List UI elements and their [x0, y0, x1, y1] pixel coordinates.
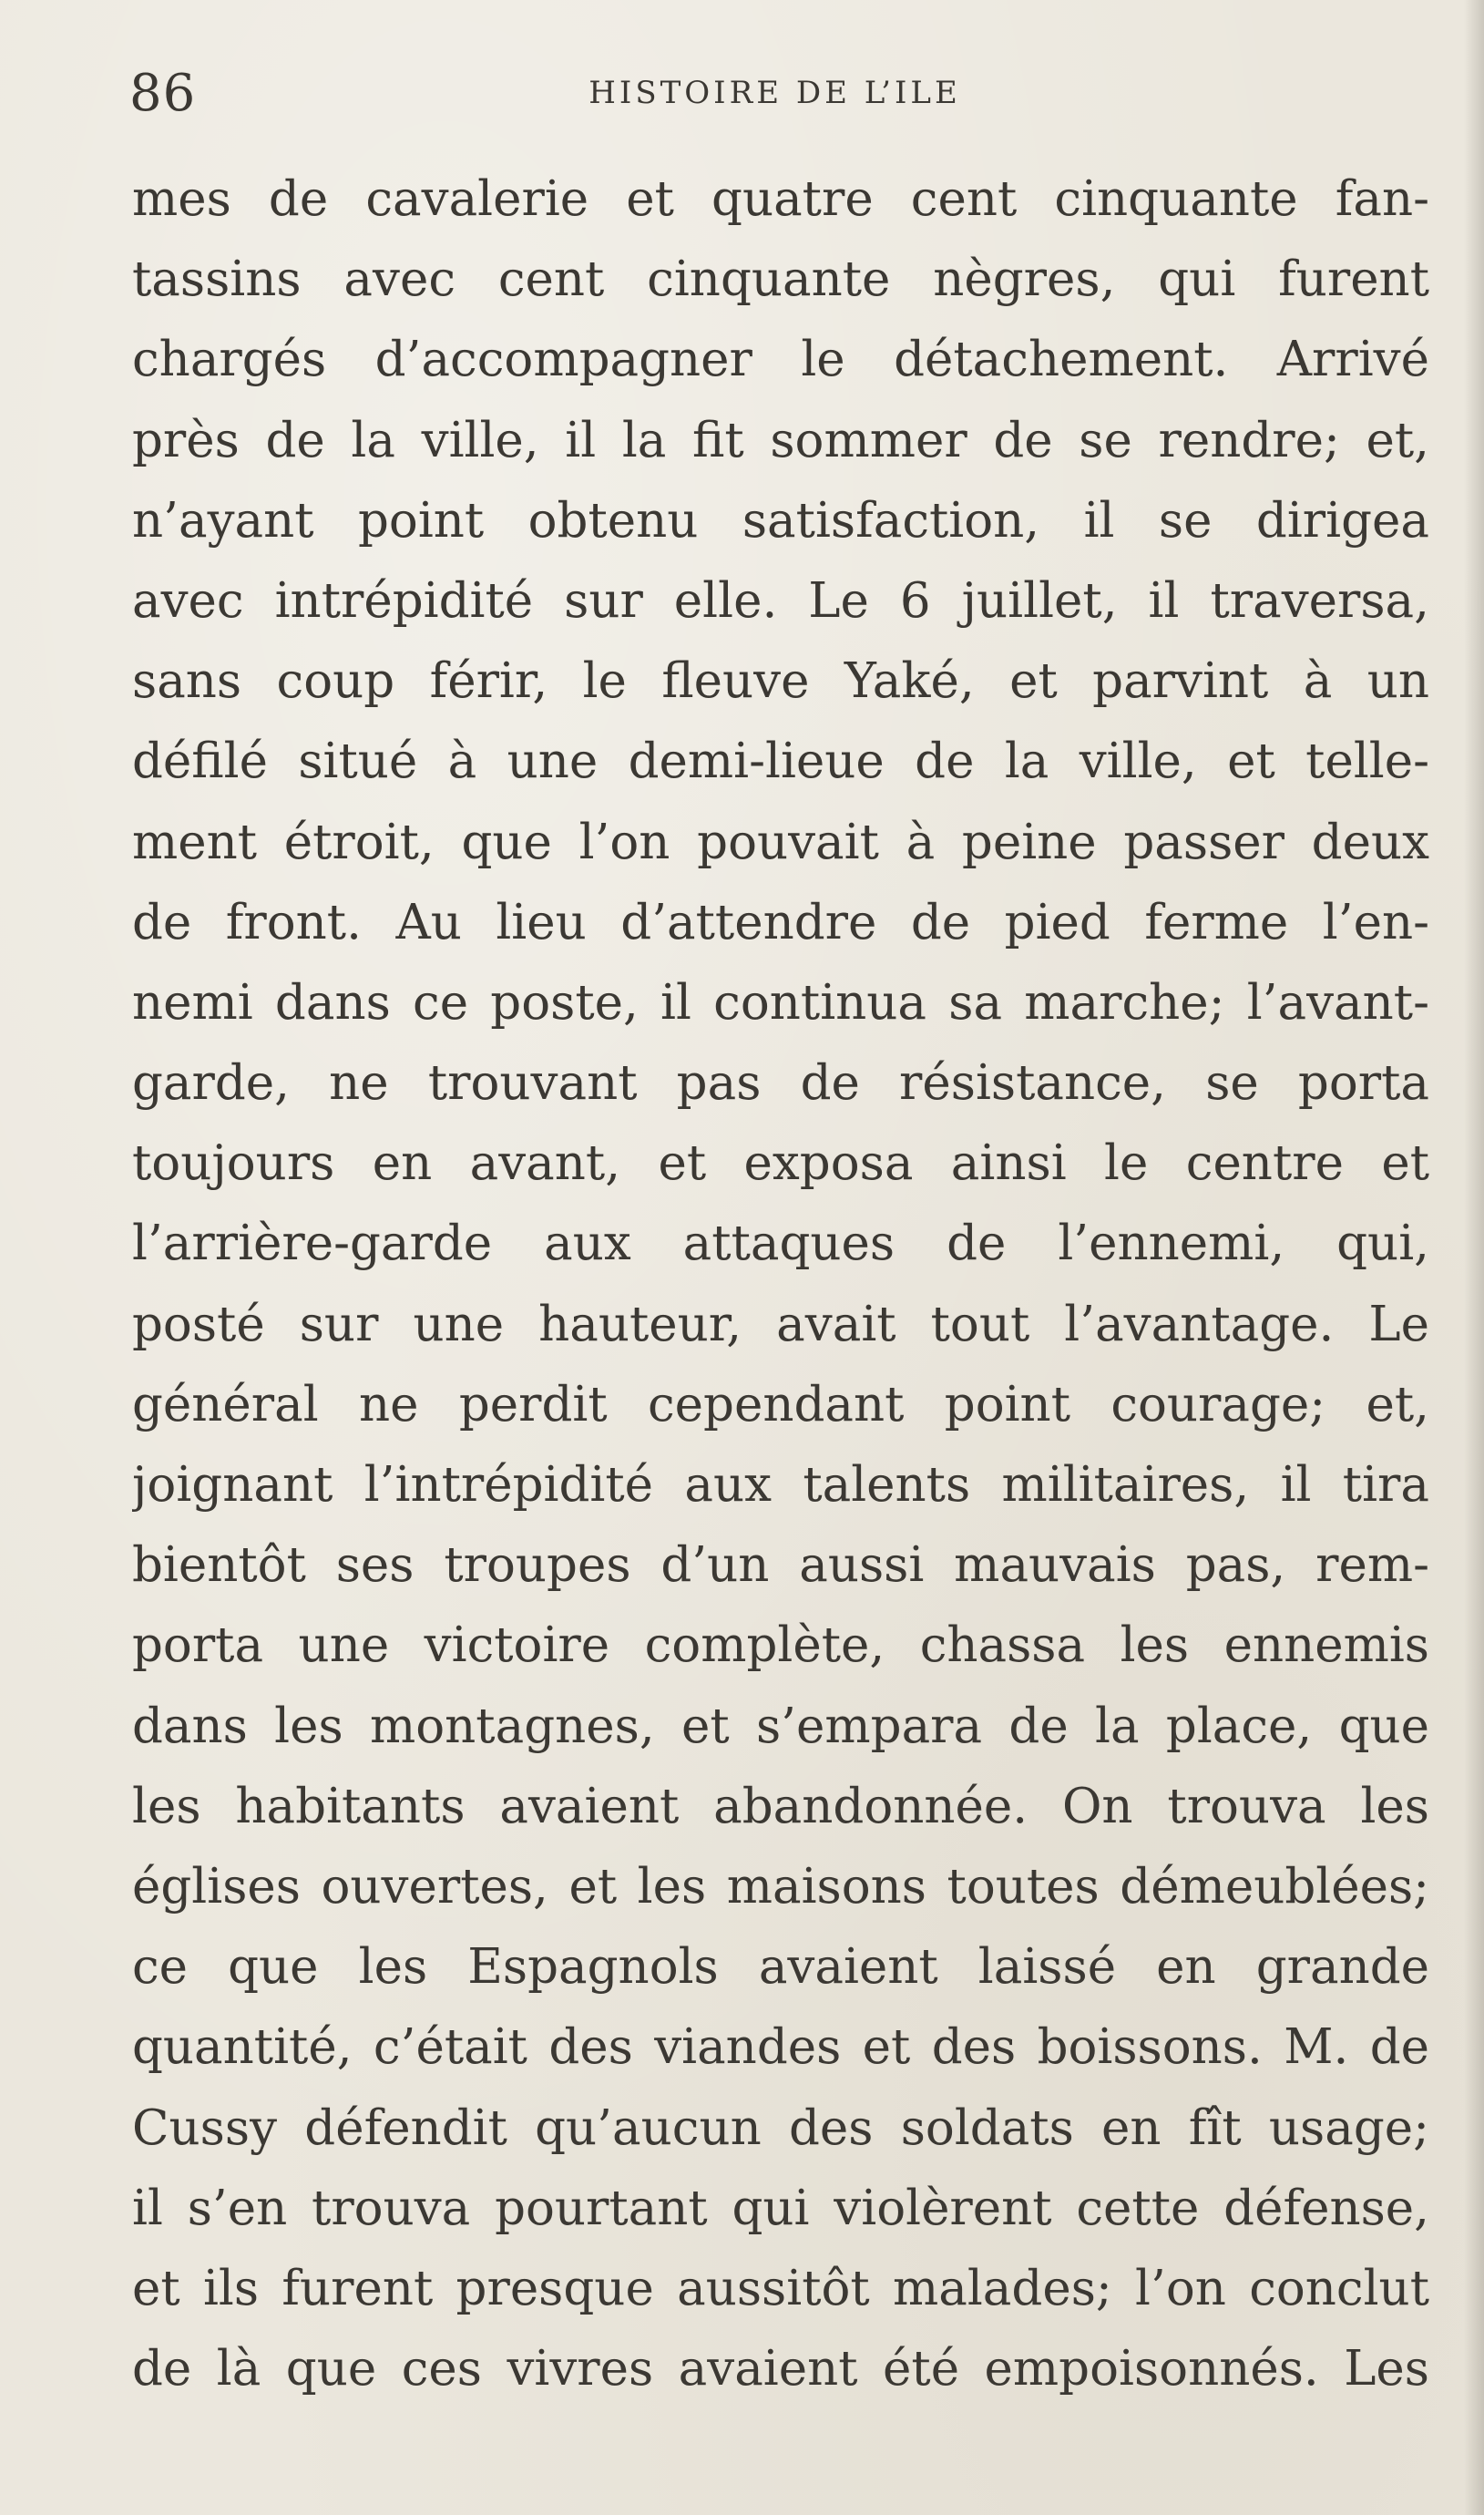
text-line: ment étroit, que l’on pouvait à peine passer deux — [132, 814, 1429, 870]
text-line: ce que les Espagnols avaient laissé en grande — [132, 1939, 1429, 1996]
text-line: chargés d’accompagner le détachement. Arrivé — [132, 332, 1429, 388]
running-head: HISTOIRE DE L’ILE — [588, 75, 961, 111]
text-line: sans coup férir, le fleuve Yaké, et parvint à un — [132, 653, 1429, 710]
text-line: de front. Au lieu d’attendre de pied ferme l’en- — [132, 894, 1429, 950]
text-line: dans les montagnes, et s’empara de la place, que — [132, 1698, 1429, 1754]
text-line: joignant l’intrépidité aux talents militaires, il tira — [132, 1457, 1429, 1513]
text-line: quantité, c’était des viandes et des boissons. M. de — [132, 2019, 1429, 2076]
text-line: garde, ne trouvant pas de résistance, se porta — [132, 1055, 1429, 1112]
text-line: tassins avec cent cinquante nègres, qui furent — [132, 252, 1429, 308]
text-line: Cussy défendit qu’aucun des soldats en fît usage; — [132, 2099, 1429, 2156]
text-line: de là que ces vivres avaient été empoisonnés. Les — [132, 2341, 1429, 2397]
text-line: défilé situé à une demi-lieue de la ville, et telle- — [132, 734, 1429, 790]
text-line: églises ouvertes, et les maisons toutes démeublées; — [132, 1858, 1429, 1914]
text-line: posté sur une hauteur, avait tout l’avantage. Le — [132, 1296, 1429, 1352]
text-line: près de la ville, il la fit sommer de se rendre; et, — [132, 412, 1429, 468]
text-line: porta une victoire complète, chassa les ennemis — [132, 1617, 1429, 1674]
text-line: n’ayant point obtenu satisfaction, il se dirigea — [132, 492, 1429, 549]
text-line: général ne perdit cependant point courage; et, — [132, 1376, 1429, 1432]
text-line: bientôt ses troupes d’un aussi mauvais pas, rem- — [132, 1537, 1429, 1594]
text-line: et ils furent presque aussitôt malades; l’on conclut — [132, 2260, 1429, 2316]
body-text — [132, 159, 1429, 2409]
text-line: toujours en avant, et exposa ainsi le centre et — [132, 1135, 1429, 1192]
text-line: mes de cavalerie et quatre cent cinquante fan- — [132, 171, 1429, 227]
text-line: nemi dans ce poste, il continua sa marche; l’avant- — [132, 974, 1429, 1031]
page-header — [129, 64, 1420, 128]
text-line: il s’en trouva pourtant qui violèrent cette défense, — [132, 2180, 1429, 2236]
page-number: 86 — [129, 64, 197, 123]
text-line: l’arrière-garde aux attaques de l’ennemi, qui, — [132, 1216, 1429, 1272]
text-line: avec intrépidité sur elle. Le 6 juillet, il traversa, — [132, 572, 1429, 629]
text-line: les habitants avaient abandonnée. On trouva les — [132, 1778, 1429, 1834]
